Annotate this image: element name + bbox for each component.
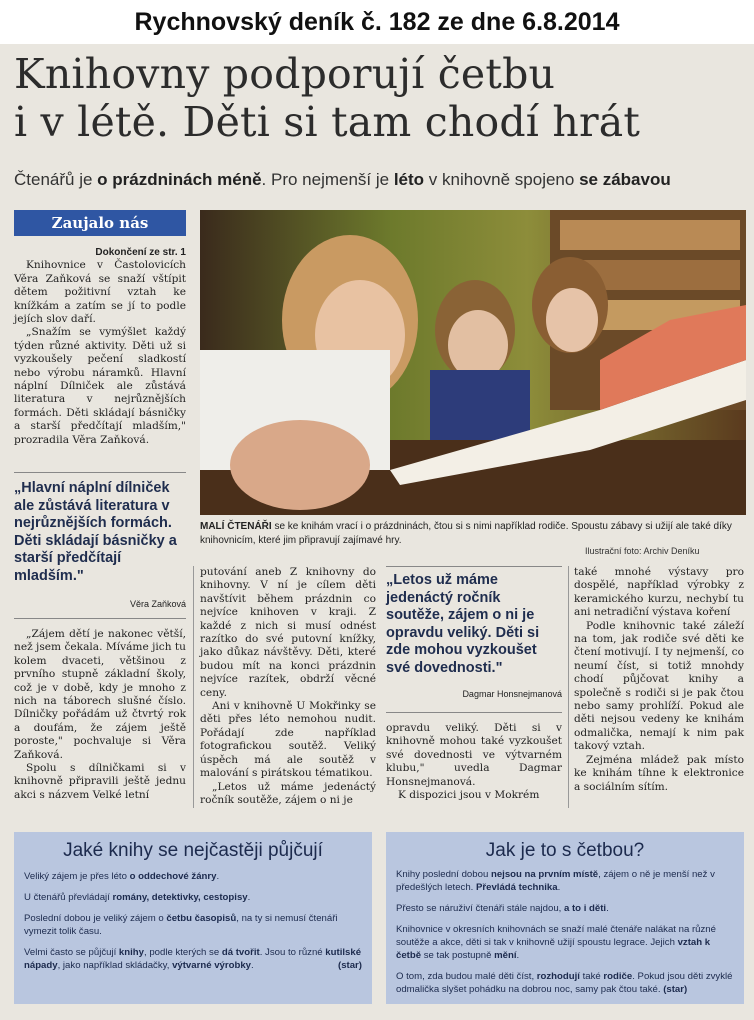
caption-lead: MALÍ ČTENÁŘI <box>200 521 272 532</box>
text: Velmi často se půjčují <box>24 947 119 958</box>
box-title: Jak je to s četbou? <box>485 840 645 861</box>
text: Knihy poslední dobou <box>396 869 491 880</box>
subhead-text: . Pro nejmenší je <box>261 170 394 189</box>
article-column-1-continued <box>14 628 186 802</box>
text: , podle kterých se <box>143 947 222 958</box>
paragraph: Spolu s dílničkami si v knihovně připravili ještě jednu akci s názvem Velké letní <box>14 762 186 801</box>
text: . <box>606 903 609 914</box>
paragraph: také mnohé výstavy pro dospělé, například výrobky z keramického kurzu, nechybí tu ani netradiční výstava koření <box>574 566 744 619</box>
pull-quote-2 <box>386 572 562 699</box>
photo-credit: Ilustrační foto: Archiv Deníku <box>585 546 700 556</box>
text-bold: výtvarné výrobky <box>172 960 251 971</box>
text-bold: rodiče <box>603 971 633 982</box>
text: U čtenářů převládají <box>24 892 113 903</box>
text-bold: mění <box>494 950 517 961</box>
info-box-popular-books <box>14 832 372 1004</box>
paragraph: „Snažím se vymýšlet každý týden různé aktivity. Děti už si vyzkoušely pečení sladkostí nebo výrobu náramků. Hlavní náplní Dílniček ale zůstává literatura v nejrůznějších formách. Děti skládají básničky a starší předčítají mladším," prozradila Věra Zaňková. <box>14 326 186 446</box>
quote-author: Věra Zaňková <box>129 599 186 609</box>
text: . Pokud jsou děti zvyklé odmalička slyšet pohádku na dobrou noc, samy pak čtou také. <box>396 971 733 995</box>
text: O tom, zda budou malé děti číst, <box>396 971 537 982</box>
paragraph: Podle knihovnic také záleží na tom, jak rodiče své děti ke čtení motivují. I ty nejmenší, co neumí číst, si totiž mnohdy chodí půjčovat knihy a společně s rodiči si je pak čtou nebo samy prohlíží. Pokud ale děti nejsou vedeny ke knihám odmalička, nemají k nim pak takový vztah. <box>574 619 744 753</box>
text-bold: vztah k četbě <box>396 937 711 961</box>
text-bold: a to i děti <box>563 903 607 914</box>
article-subheading <box>14 170 744 190</box>
text-bold: dá tvořit <box>221 947 260 958</box>
subhead-bold: o prázdninách méně <box>97 170 262 189</box>
text: , jako například skládačky, <box>57 960 173 971</box>
article-column-2 <box>200 566 376 807</box>
text: . Jsou to různé <box>259 947 326 958</box>
text: Veliký zájem je přes léto <box>24 871 130 882</box>
headline-line-1: Knihovny podporují četbu <box>14 50 556 98</box>
text: . <box>216 871 220 882</box>
children-reading-photo <box>200 210 746 515</box>
article-headline <box>14 50 744 146</box>
text: Přesto se náruživí čtenáři stále najdou, <box>396 903 564 914</box>
section-tag: Zaujalo nás <box>14 210 186 236</box>
text: , na ty si nemusí čtenáři vymezit tolik času. <box>24 913 338 937</box>
article-column-4 <box>574 566 744 794</box>
text-bold: Převládá technika <box>476 882 558 893</box>
continued-note: Dokončení ze str. 1 <box>95 247 186 258</box>
subhead-text: Čtenářů je <box>14 170 98 189</box>
photo-illustration <box>200 210 746 515</box>
divider <box>14 472 186 473</box>
text: . <box>516 950 520 961</box>
divider <box>386 566 562 567</box>
text: se tak postupně <box>421 950 495 961</box>
paragraph: Ani v knihovně U Mokřinky se děti přes léto nemohou nudit. Pořádají zde například fotografickou soutěž. Veliký úspěch má ale soutěž v malování s pirátskou tématikou. <box>200 700 376 780</box>
paragraph: „Zájem dětí je nakonec větší, než jsem čekala. Míváme jich tu kolem dvaceti, většinou z prvního stupně základní školy, což je v době, kdy je mnoho z nich na táborech slušné číslo. Dílničky pořádám už čtvrtý rok a doufám, že zájem ještě poroste," pochvaluje si Věra Zaňková. <box>14 628 186 761</box>
subhead-bold: léto <box>393 170 425 189</box>
quote-text: „Letos už máme jedenáctý ročník soutěže, zájem o ni je opravdu veliký. Děti si zde mohou vyzkoušet své dovednosti." <box>386 572 540 676</box>
paragraph: „Letos už máme jedenáctý ročník soutěže, zájem o ni je <box>200 780 376 806</box>
text-bold: o oddechové žánry <box>129 871 217 882</box>
text-bold: rozhodují <box>536 971 580 982</box>
text-bold: romány, detektivky, cestopisy <box>112 892 248 903</box>
text-bold: knihy <box>118 947 144 958</box>
photo-caption <box>200 520 746 548</box>
divider <box>14 618 186 619</box>
box-text <box>386 862 744 996</box>
article-column-1 <box>14 246 186 447</box>
divider <box>386 712 562 713</box>
caption-text: se ke knihám vrací i o prázdninách, čtou si s nimi například rodiče. Spoustu zábavy si užijí ale také díky knihovnicím, které jim připravují zajímavé hry. <box>200 521 732 546</box>
text: . <box>557 882 561 893</box>
signature: (star) <box>338 960 362 971</box>
quote-text: „Hlavní náplní dílniček ale zůstává literatura v nejrůznějších formách. Děti skládají básničky a starší předčítají mladším." <box>14 480 177 584</box>
text: . <box>251 960 254 971</box>
paragraph: opravdu veliký. Děti si v knihovně mohou také vyzkoušet své dovednosti ve výtvarném klubu," uvedla Dagmar Honsnejmanová. <box>386 722 562 788</box>
page-header: Rychnovský deník č. 182 ze dne 6.8.2014 <box>134 8 620 36</box>
article-column-3 <box>386 722 562 802</box>
info-box-reading <box>386 832 744 1004</box>
headline-line-2: i v létě. Děti si tam chodí hrát <box>14 98 641 146</box>
text: Poslední dobou je veliký zájem o <box>24 913 167 924</box>
paragraph: K dispozici jsou v Mokrém <box>398 789 540 802</box>
signature: (star) <box>663 984 688 995</box>
text: také <box>579 971 604 982</box>
quote-author: Dagmar Honsnejmanová <box>462 689 562 699</box>
box-title: Jaké knihy se nejčastěji půjčují <box>63 840 323 861</box>
paragraph: putování aneb Z knihovny do knihovny. V ní je cílem děti navštívit během prázdnin co nejvíce knihoven v kraji. Z každé z nich si musí odnést razítko do své putovní knížky, jako důkaz návštěvy. Děti, které budou mít na konci prázdnin nejvíce razítek, obdrží věcné ceny. <box>200 566 376 699</box>
box-text <box>14 862 372 972</box>
text: Knihovnice v okresních knihovnách se snaží malé čtenáře nalákat na různé soutěže a akce, děti si tak v knihovně užijí spoustu legrace. Jejich <box>396 924 716 948</box>
text: . <box>247 892 251 903</box>
text-bold: kutilské nápady <box>24 947 362 971</box>
paragraph: Knihovnice v Častolovicích Věra Zaňková se snaží vštípit dětem požitivní vztah ke knížkám a zatím se jí to podle jejích slov daří. <box>14 259 186 326</box>
text: , zájem o ně je menší než v předešlých letech. <box>396 869 715 893</box>
column-divider <box>193 566 194 808</box>
subhead-text: v knihovně spojeno <box>424 170 580 189</box>
paragraph: Zejména mládež pak místo ke knihám tíhne k elektronice a sociálním sítím. <box>574 753 744 793</box>
pull-quote-1 <box>14 480 186 609</box>
text-bold: nejsou na prvním místě <box>490 869 599 880</box>
text-bold: četbu časopisů <box>166 913 237 924</box>
column-divider <box>568 566 569 808</box>
subhead-bold: se zábavou <box>579 170 671 189</box>
